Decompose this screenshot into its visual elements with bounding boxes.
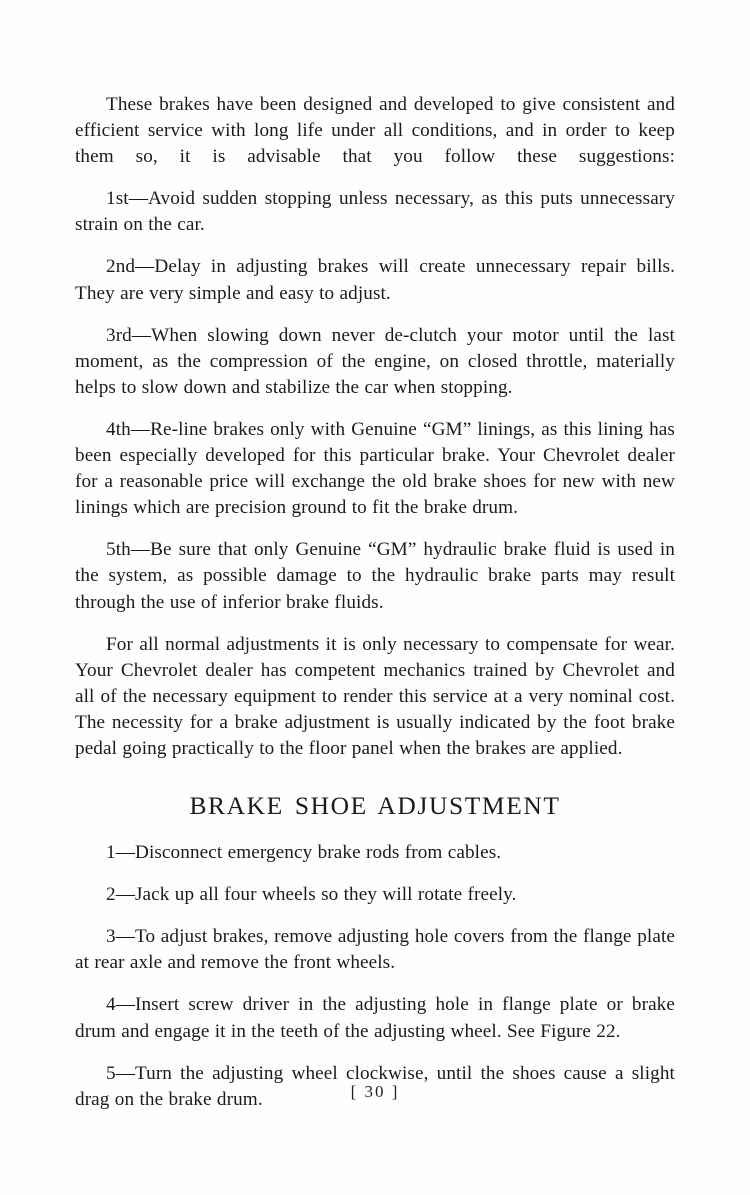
suggestion-paragraph-2nd: 2nd—Delay in adjusting brakes will create unnecessary repair bills. They are very simple and easy to adjust. [75, 256, 675, 304]
intro-paragraph: These brakes have been designed and developed to give consistent and efficient service with long life under all conditions, and in order to keep them so, it is advisable that you follow these suggestions: [75, 94, 675, 168]
adjustment-step-2: 2—Jack up all four wheels so they will rotate freely. [106, 884, 517, 906]
adjustment-step-1: 1—Disconnect emergency brake rods from cables. [106, 842, 502, 864]
section-heading-wrapper [75, 792, 675, 820]
suggestion-paragraph-5th: 5th—Be sure that only Genuine “GM” hydraulic brake fluid is used in the system, as possible damage to the hydraulic brake parts may result through the use of inferior brake fluids. [75, 539, 675, 613]
suggestion-paragraph-3rd: 3rd—When slowing down never de-clutch your motor until the last moment, as the compression of the engine, on closed throttle, materially helps to slow down and stabilize the car when stopping. [75, 324, 675, 398]
suggestion-paragraph-4th: 4th—Re-line brakes only with Genuine “GM” linings, as this lining has been especially developed for this particular brake. Your Chevrolet dealer for a reasonable price will exchange the old brake shoes for new with new linings which are precision ground to fit the brake drum. [75, 418, 675, 519]
page-title: BRAKE SHOE ADJUSTMENT [189, 791, 561, 821]
page-content [75, 92, 675, 1113]
adjustment-step-4: 4—Insert screw driver in the adjusting hole in flange plate or brake drum and engage it in the teeth of the adjusting wheel. See Figure 22. [75, 994, 675, 1042]
closing-paragraph: For all normal adjustments it is only necessary to compensate for wear. Your Chevrolet dealer has competent mechanics trained by Chevrolet and all of the necessary equipment to render this service at a very nominal cost. The necessity for a brake adjustment is usually indicated by the foot brake pedal going practically to the floor panel when the brakes are applied. [75, 633, 675, 759]
adjustment-step-5: 5—Turn the adjusting wheel clockwise, until the shoes cause a slight drag on the brake drum. [75, 1062, 675, 1110]
page-number: [ 30 ] [350, 1082, 400, 1101]
adjustment-step-3: 3—To adjust brakes, remove adjusting hole covers from the flange plate at rear axle and remove the front wheels. [75, 926, 675, 974]
suggestion-paragraph-1st: 1st—Avoid sudden stopping unless necessary, as this puts unnecessary strain on the car. [75, 188, 675, 236]
